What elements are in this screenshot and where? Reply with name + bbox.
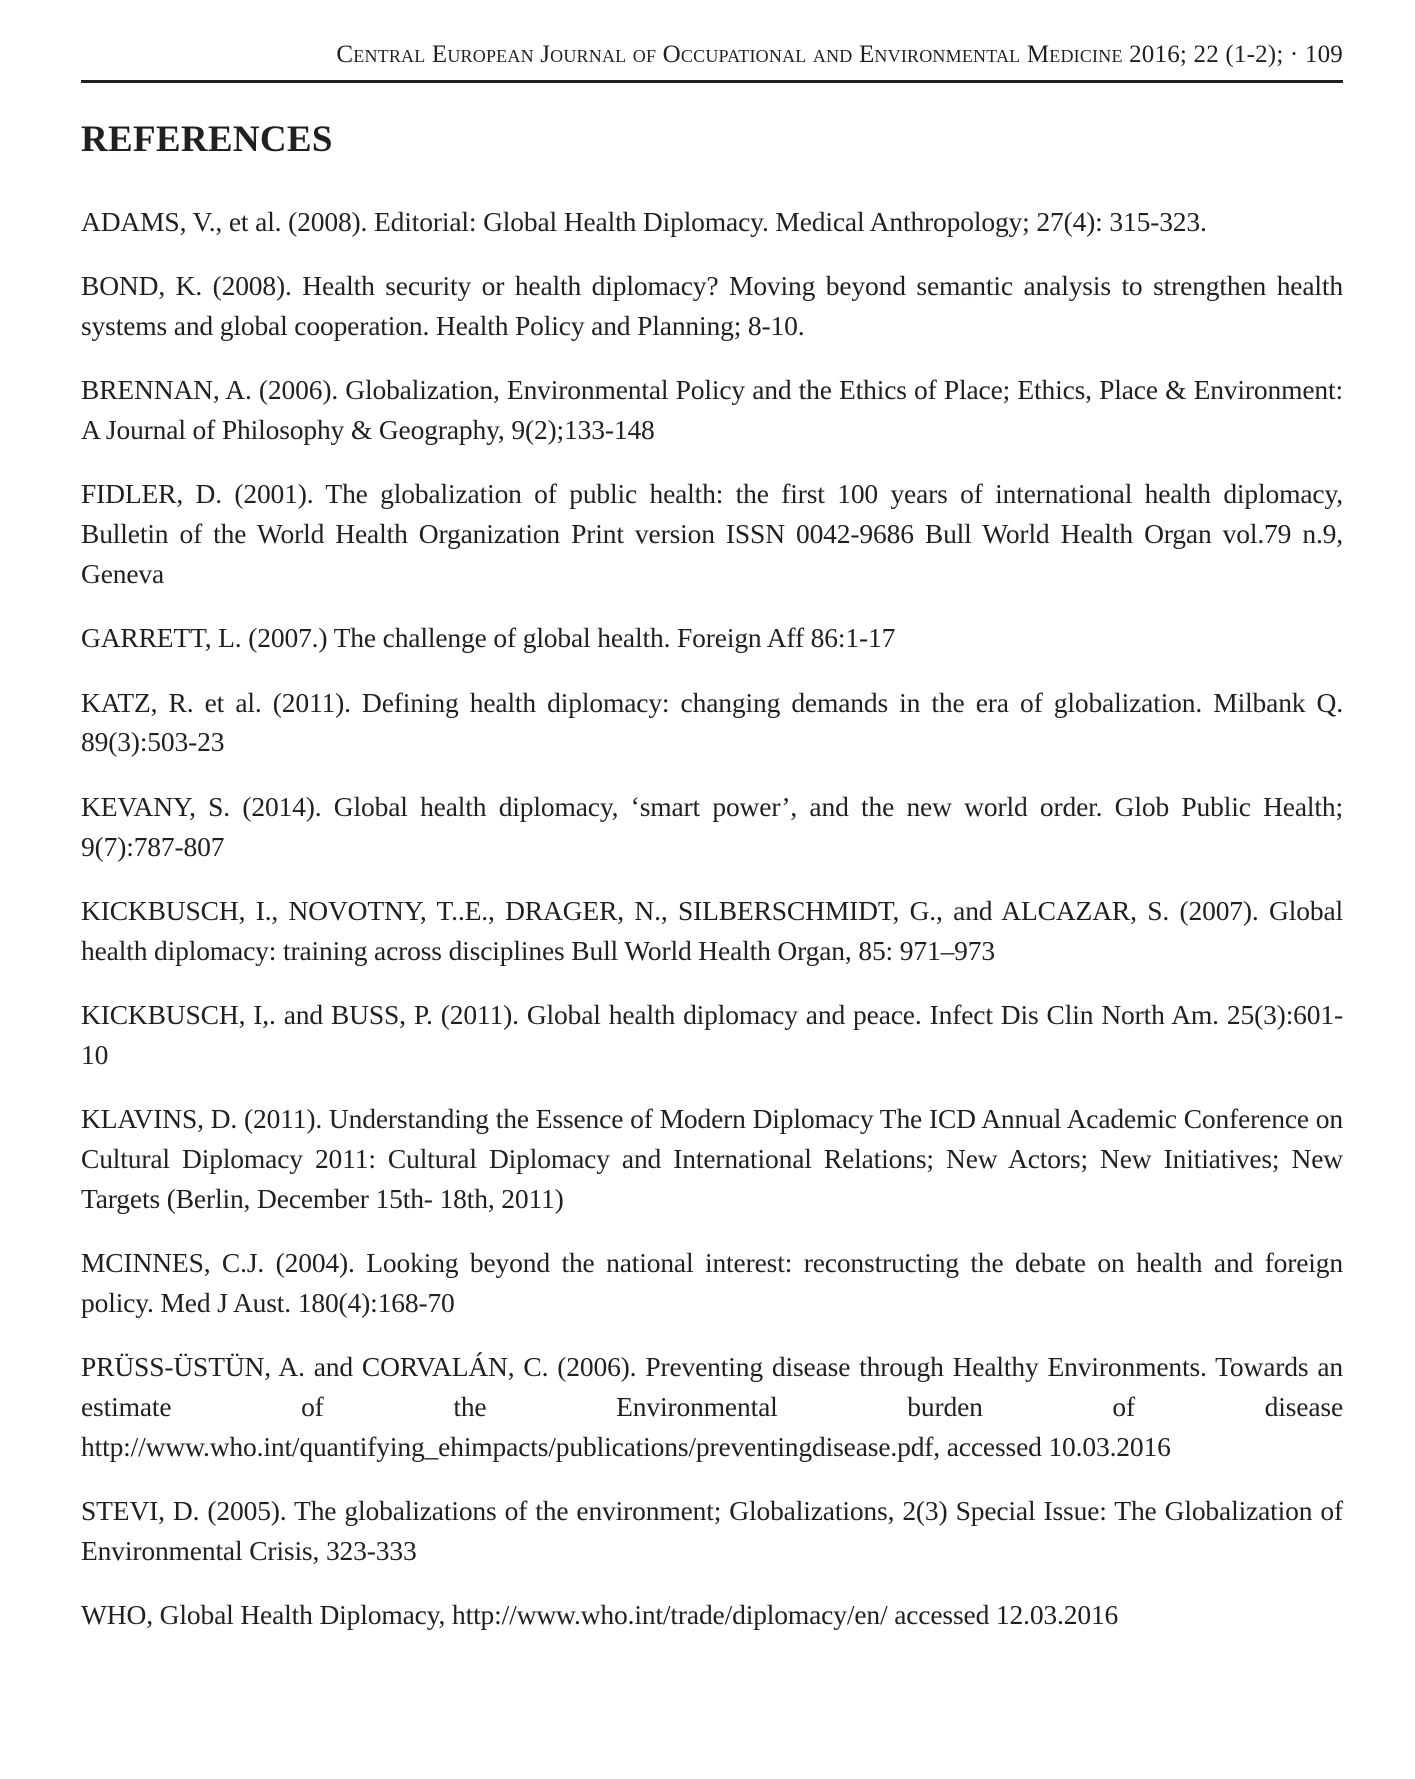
reference-item: GARRETT, L. (2007.) The challenge of global health. Foreign Aff 86:1-17 [81,622,896,654]
reference-item: STEVI, D. (2005). The globalizations of the environment; Globalizations, 2(3) Special Issue: The Globalization of Environmental Crisis, 323-333 [81,1494,1343,1566]
reference-list [81,202,1343,1659]
references-heading: REFERENCES [81,119,333,160]
reference-item: ADAMS, V., et al. (2008). Editorial: Global Health Diplomacy. Medical Anthropology; 27(4): 315-323. [81,206,1207,237]
reference-item: MCINNES, C.J. (2004). Looking beyond the national interest: reconstructing the debate on health and foreign policy. Med J Aust. 180(4):168-70 [81,1246,1343,1318]
reference-item: KATZ, R. et al. (2011). Defining health diplomacy: changing demands in the era of globalization. Milbank Q. 89(3):503-23 [81,686,1343,758]
header-rule [81,80,1343,83]
issue-citation: 2016; 22 (1-2); · 109 [1129,41,1343,68]
reference-item: BOND, K. (2008). Health security or health diplomacy? Moving beyond semantic analysis to strengthen health systems and global cooperation. Health Policy and Planning; 8-10. [81,270,1343,342]
reference-item: KICKBUSCH, I,. and BUSS, P. (2011). Global health diplomacy and peace. Infect Dis Clin North Am. 25(3):601-10 [81,998,1343,1070]
reference-item: WHO, Global Health Diplomacy, http://www.who.int/trade/diplomacy/en/ accessed 12.03.2016 [81,1599,1119,1631]
running-header [81,40,1343,70]
journal-title: Central European Journal of Occupational and Environmental Medicine [336,41,1123,68]
reference-item: KLAVINS, D. (2011). Understanding the Essence of Modern Diplomacy The ICD Annual Academic Conference on Cultural Diplomacy 2011: Cultural Diplomacy and International Relations; New Actors; New Initiatives; New Targets (Berlin, December 15th- 18th, 2011) [81,1103,1343,1214]
reference-item: BRENNAN, A. (2006). Globalization, Environmental Policy and the Ethics of Place; Ethics, Place & Environment: A Journal of Philosophy & Geography, 9(2);133-148 [81,374,1343,446]
reference-item: PRÜSS-ÜSTÜN, A. and CORVALÁN, C. (2006). Preventing disease through Healthy Environments. Towards an estimate of the Environmental burden of disease http://www.who.int/quantifying_ehimpacts/publications/preventingdisease.pdf, accessed 10.03.2016 [81,1351,1343,1462]
reference-item: KICKBUSCH, I., NOVOTNY, T..E., DRAGER, N., SILBERSCHMIDT, G., and ALCAZAR, S. (2007). Global health diplomacy: training across disciplines Bull World Health Organ, 85: 971–973 [81,894,1343,966]
reference-item: KEVANY, S. (2014). Global health diplomacy, ‘smart power’, and the new world order. Glob Public Health; 9(7):787-807 [81,790,1343,862]
reference-item: FIDLER, D. (2001). The globalization of public health: the first 100 years of international health diplomacy, Bulletin of the World Health Organization Print version ISSN 0042-9686 Bull World Health Organ vol.79 n.9, Geneva [81,478,1343,590]
